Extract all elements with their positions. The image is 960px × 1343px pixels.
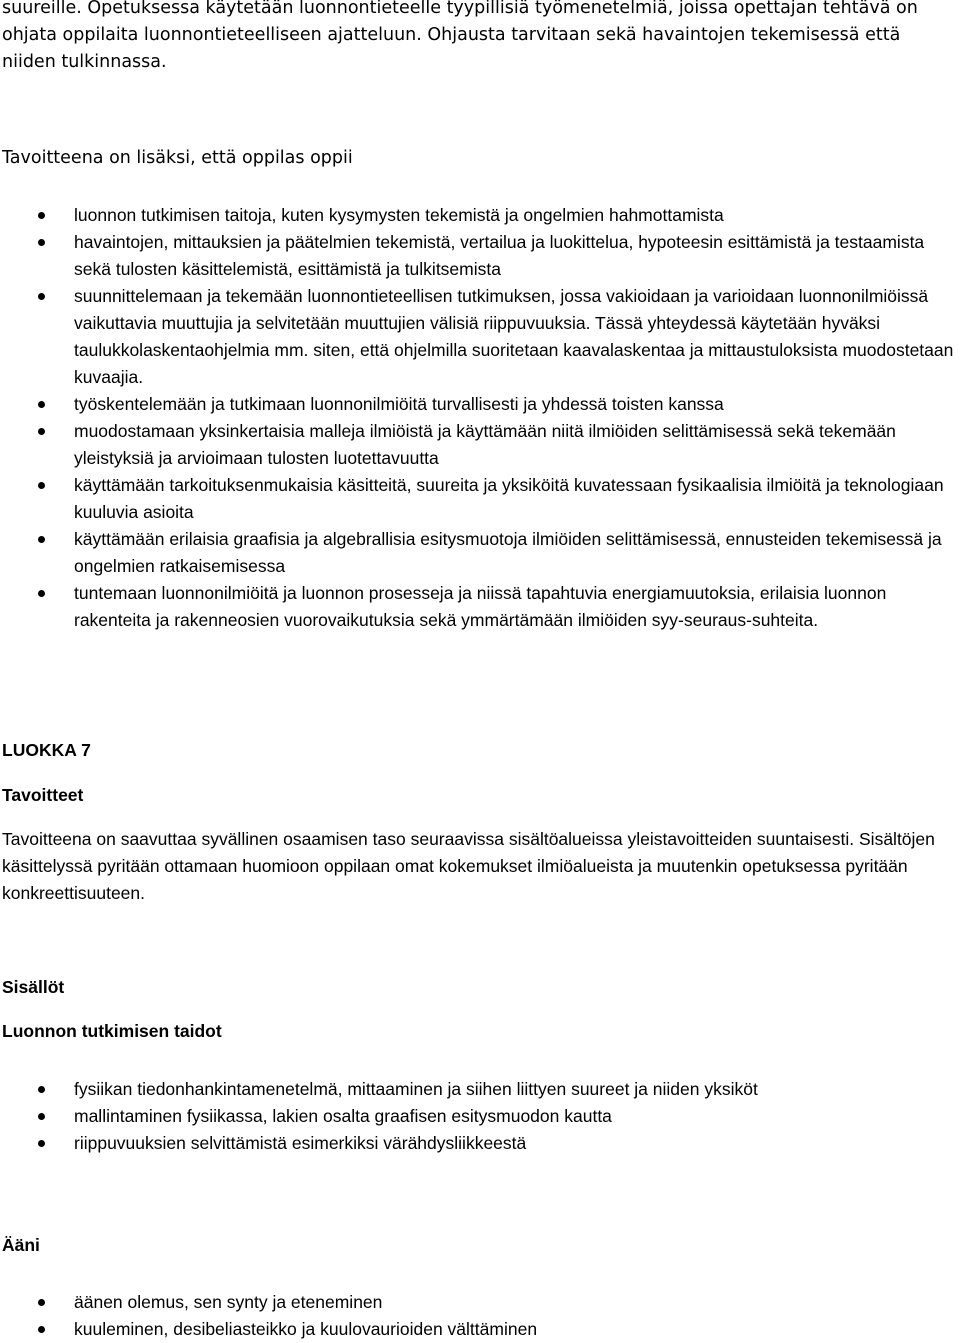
list-item: äänen olemus, sen synty ja eteneminen xyxy=(0,1289,956,1316)
list-item: mallintaminen fysiikassa, lakien osalta graafisen esitysmuodon kautta xyxy=(0,1103,956,1130)
goal-list xyxy=(0,202,956,634)
list-item: fysiikan tiedonhankintamenetelmä, mittaaminen ja siihen liittyen suureet ja niiden yksiköt xyxy=(0,1076,956,1103)
list-item: muodostamaan yksinkertaisia malleja ilmiöistä ja käyttämään niitä ilmiöiden selittämisessä sekä tekemään yleistyksiä ja arvioimaan tulosten luotettavuutta xyxy=(0,418,956,472)
list-item: luonnon tutkimisen taitoja, kuten kysymysten tekemistä ja ongelmien hahmottamista xyxy=(0,202,956,229)
list-item: suunnittelemaan ja tekemään luonnontieteellisen tutkimuksen, jossa vakioidaan ja varioidaan luonnonilmiöissä vaikuttavia muuttujia ja selvitetään muuttujien välisiä riippuvuuksia. Tässä yhteydessä käytetään hyväksi taulukkolaskentaohjelmia mm. siten, että ohjelmilla suoritetaan kaavalaskentaa ja mittaustuloksista muodostetaan kuvaajia. xyxy=(0,283,956,391)
list-item: kuuleminen, desibeliasteikko ja kuulovaurioiden välttäminen xyxy=(0,1316,956,1343)
list-item: tuntemaan luonnonilmiöitä ja luonnon prosesseja ja niissä tapahtuvia energiamuutoksia, erilaisia luonnon rakenteita ja rakenneosien vuorovaikutuksia sekä ymmärtämään ilmiöiden syy-seuraus-suhteita. xyxy=(0,580,956,634)
intro-paragraph: suureille. Opetuksessa käytetään luonnontieteelle tyypillisiä työmenetelmiä, joissa opettajan tehtävä on ohjata oppilaita luonnontieteelliseen ajatteluun. Ohjausta tarvitaan sekä havaintojen tekemisessä että niiden tulkinnassa. xyxy=(2,0,918,72)
skills-heading: Luonnon tutkimisen taidot xyxy=(2,1021,222,1041)
sound-heading: Ääni xyxy=(2,1235,40,1255)
objectives-heading: Tavoitteet xyxy=(2,785,84,805)
list-item: käyttämään tarkoituksenmukaisia käsitteitä, suureita ja yksiköitä kuvatessaan fysikaalisia ilmiöitä ja teknologiaan kuuluvia asioita xyxy=(0,472,956,526)
grade-heading: LUOKKA 7 xyxy=(2,740,91,760)
skills-list xyxy=(0,1076,956,1157)
sound-list xyxy=(0,1289,956,1343)
list-item: riippuvuuksien selvittämistä esimerkiksi värähdysliikkeestä xyxy=(0,1130,956,1157)
list-item: käyttämään erilaisia graafisia ja algebrallisia esitysmuotoja ilmiöiden selittämisessä, ennusteiden tekemisessä ja ongelmien ratkaisemisessa xyxy=(0,526,956,580)
contents-heading: Sisällöt xyxy=(2,977,65,997)
objectives-text: Tavoitteena on saavuttaa syvällinen osaamisen taso seuraavissa sisältöalueissa yleistavoitteiden suuntaisesti. Sisältöjen käsittelyssä pyritään ottamaan huomioon oppilaan omat kokemukset ilmiöalueista ja muutenkin opetuksessa pyritään konkreettisuuteen. xyxy=(2,829,935,903)
goal-intro: Tavoitteena on lisäksi, että oppilas oppii xyxy=(2,148,353,168)
list-item: havaintojen, mittauksien ja päätelmien tekemistä, vertailua ja luokittelua, hypoteesin esittämistä ja testaamista sekä tulosten käsittelemistä, esittämistä ja tulkitsemista xyxy=(0,229,956,283)
list-item: työskentelemään ja tutkimaan luonnonilmiöitä turvallisesti ja yhdessä toisten kanssa xyxy=(0,391,956,418)
